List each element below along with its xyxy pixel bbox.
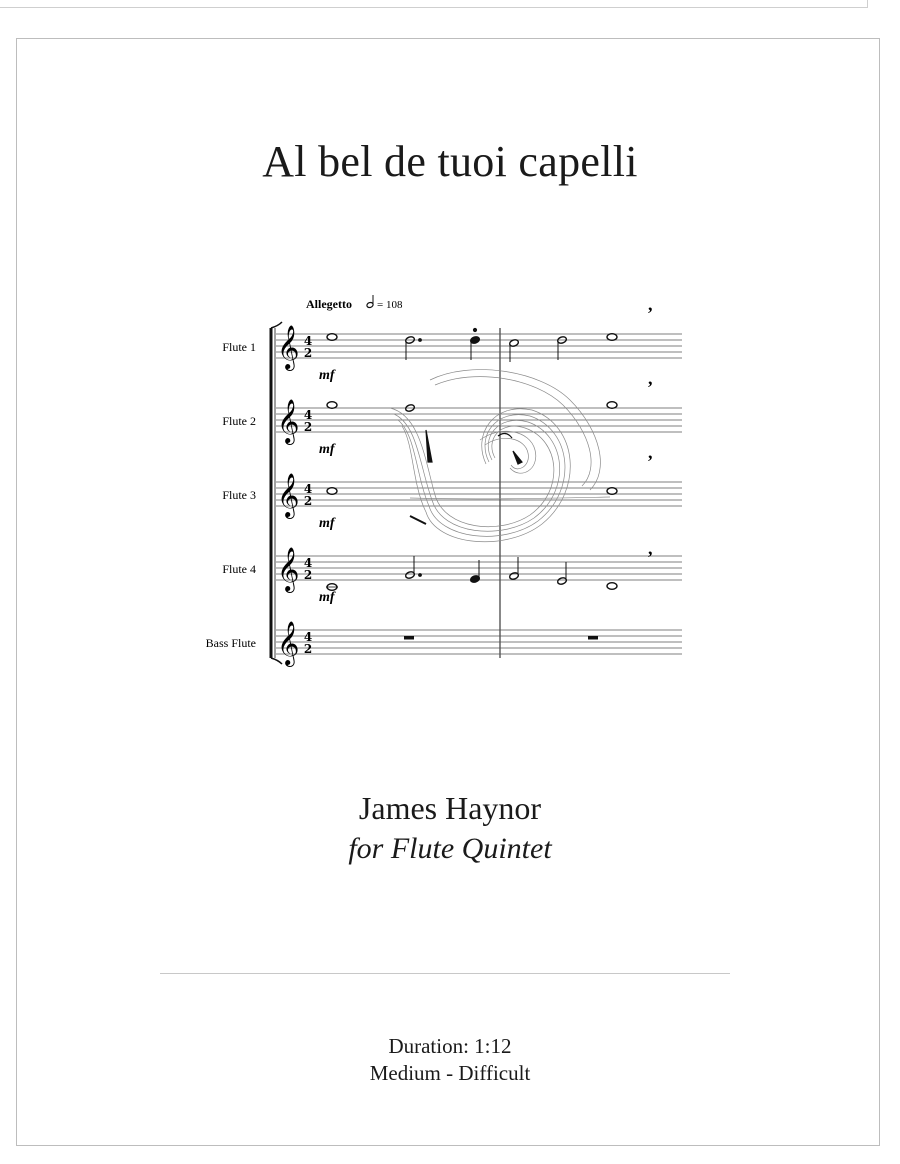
tempo-marking: Allegetto bbox=[306, 297, 352, 311]
metronome-value: = 108 bbox=[377, 299, 403, 311]
time-sig-top: 4 bbox=[303, 630, 313, 644]
breath-mark: , bbox=[648, 538, 653, 558]
instrument-label-flute-4: Flute 4 bbox=[222, 562, 256, 576]
instrument-label-flute-3: Flute 3 bbox=[222, 488, 256, 502]
half-note-icon bbox=[366, 295, 374, 308]
instrument-label-flute-2: Flute 2 bbox=[222, 414, 256, 428]
treble-clef-icon: 𝄞 bbox=[277, 473, 300, 517]
instrument-label-flute-1: Flute 1 bbox=[222, 340, 256, 354]
instrument-label-bass-flute: Bass Flute bbox=[205, 636, 256, 650]
rests-bass-flute bbox=[404, 636, 598, 640]
dynamic-marking: mf bbox=[319, 368, 335, 383]
time-sig-bottom: 2 bbox=[303, 568, 313, 582]
time-sig-top: 4 bbox=[303, 482, 313, 496]
notes-flute-3 bbox=[327, 488, 617, 495]
instrumentation-subtitle: for Flute Quintet bbox=[348, 832, 552, 865]
breath-mark: , bbox=[648, 368, 653, 388]
duration-text: Duration: 1:12 bbox=[388, 1034, 512, 1058]
composer-name: James Haynor bbox=[358, 790, 542, 826]
breath-mark: , bbox=[648, 294, 653, 314]
page-title: Al bel de tuoi capelli bbox=[262, 137, 638, 186]
staff-flute-3 bbox=[276, 482, 682, 506]
staff-flute-2 bbox=[276, 408, 682, 432]
breath-mark: , bbox=[648, 442, 653, 462]
time-sig-top: 4 bbox=[303, 556, 313, 570]
staff-bass-flute bbox=[276, 630, 682, 654]
dynamic-marking: mf bbox=[319, 442, 335, 457]
time-sig-bottom: 2 bbox=[303, 420, 313, 434]
treble-clef-icon: 𝄞 bbox=[277, 399, 300, 443]
notes-flute-4 bbox=[326, 556, 617, 590]
time-sig-bottom: 2 bbox=[303, 346, 313, 360]
treble-clef-icon: 𝄞 bbox=[277, 621, 300, 665]
score-excerpt bbox=[180, 290, 700, 680]
treble-clef-icon: 𝄞 bbox=[277, 325, 300, 369]
top-rule bbox=[0, 0, 868, 8]
time-sig-bottom: 2 bbox=[303, 642, 313, 656]
dynamic-marking: mf bbox=[319, 590, 335, 605]
difficulty-text: Medium - Difficult bbox=[369, 1061, 531, 1085]
divider bbox=[160, 973, 730, 974]
dynamic-marking: mf bbox=[319, 516, 335, 531]
time-sig-top: 4 bbox=[303, 334, 313, 348]
swirl-note-fragments bbox=[410, 430, 522, 524]
treble-clef-icon: 𝄞 bbox=[277, 547, 300, 591]
time-sig-top: 4 bbox=[303, 408, 313, 422]
time-sig-bottom: 2 bbox=[303, 494, 313, 508]
